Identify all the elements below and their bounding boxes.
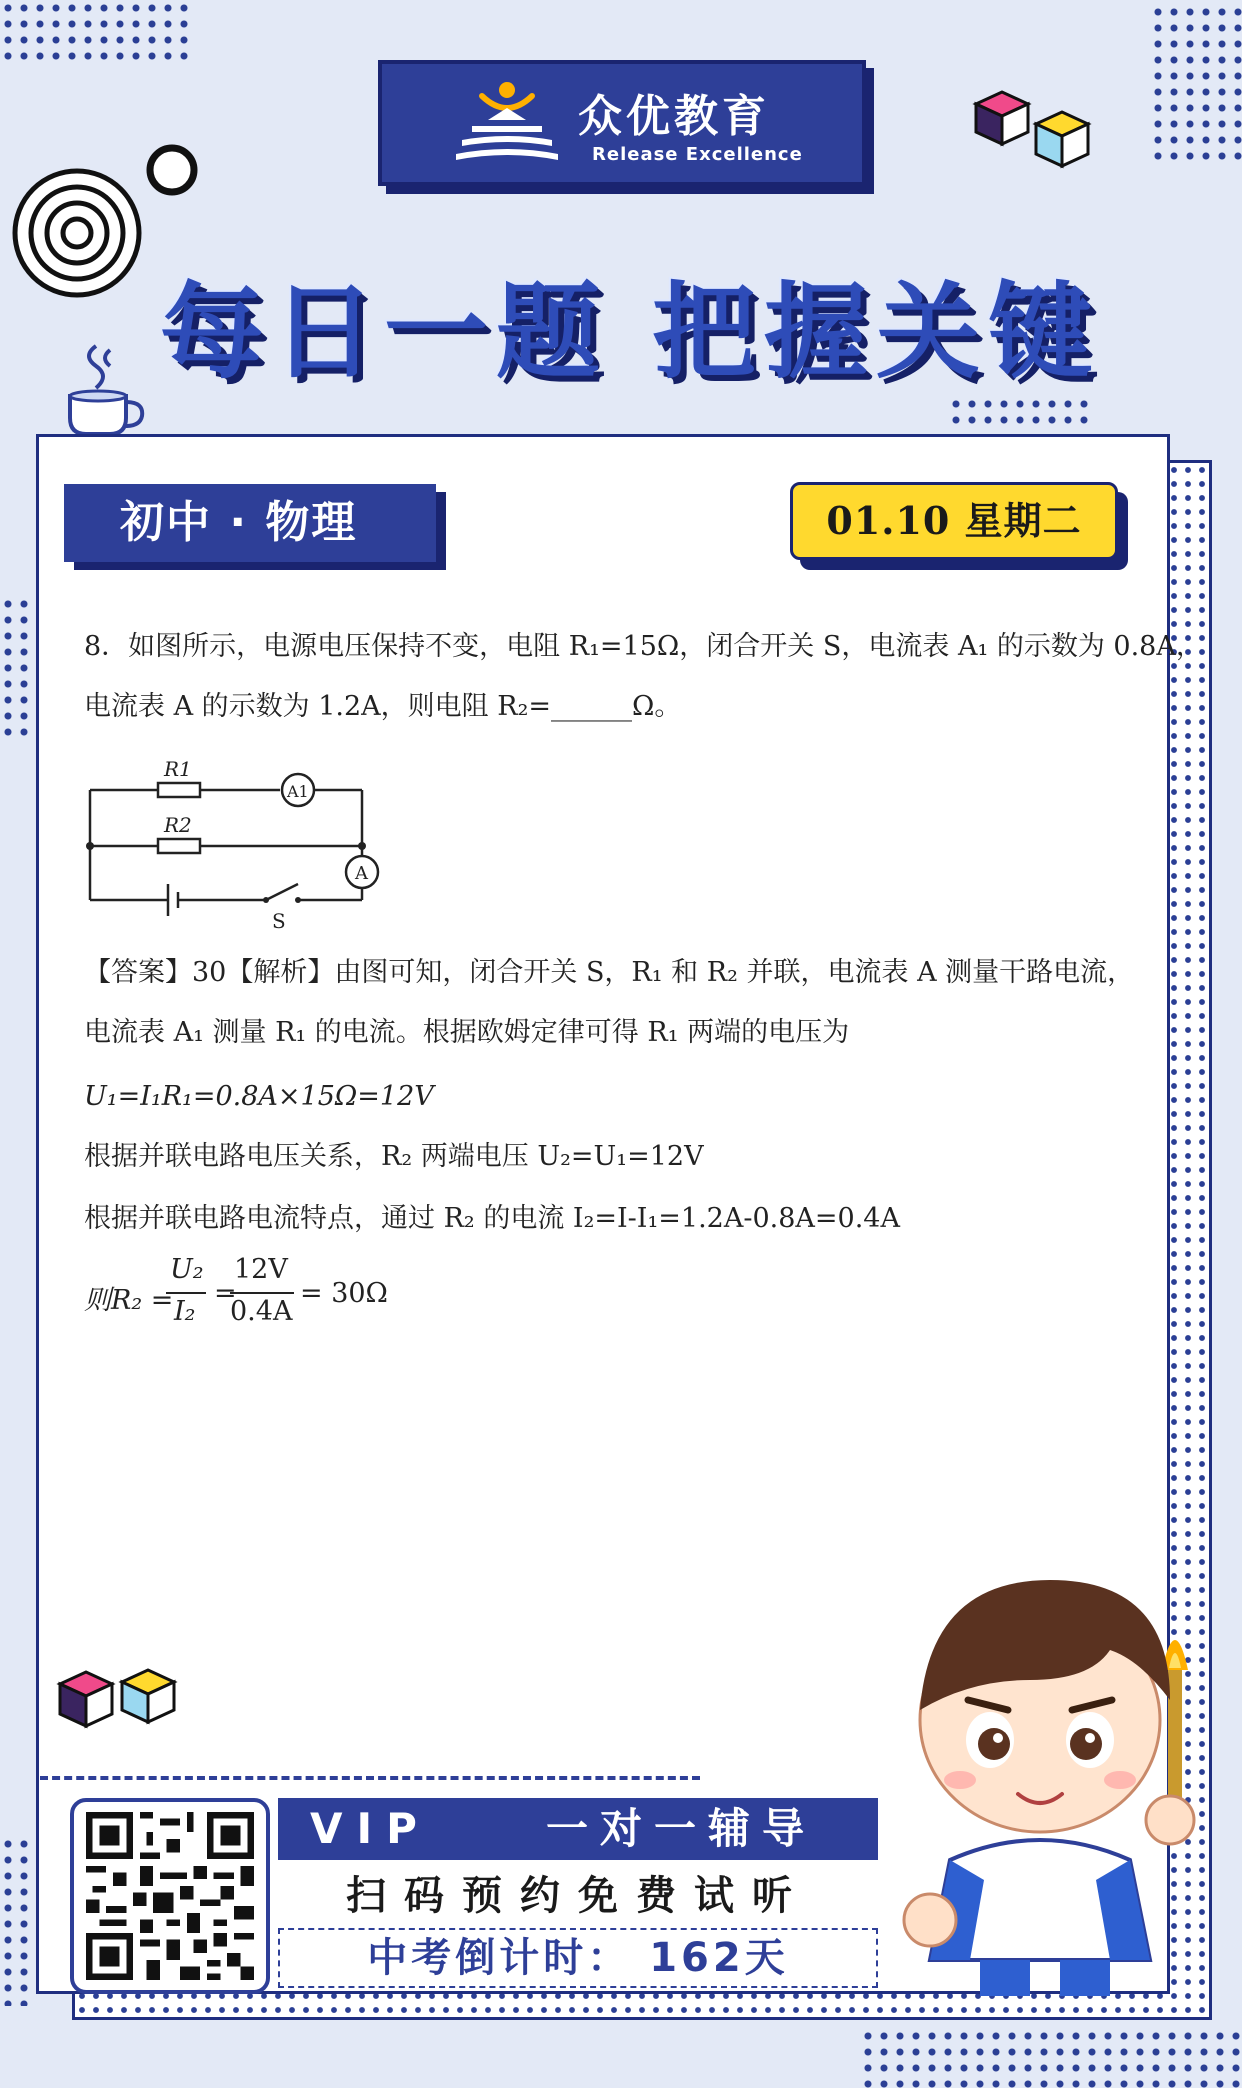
dot-pattern bbox=[860, 2028, 1242, 2088]
vip-banner bbox=[278, 1798, 878, 1860]
dot-pattern bbox=[948, 396, 1088, 430]
circuit-label-a1: A1 bbox=[287, 782, 309, 801]
circuit-label-r1: R1 bbox=[164, 757, 192, 781]
answer-line-4: 根据并联电路电压关系，R₂ 两端电压 U₂=U₁=12V bbox=[84, 1141, 704, 1172]
date-tag: 01.10 星期二 bbox=[790, 482, 1118, 560]
brand-name: 众优教育 bbox=[578, 91, 770, 142]
formula-eq: = bbox=[214, 1278, 237, 1309]
concentric-circles-icon bbox=[10, 166, 144, 300]
dot-pattern bbox=[0, 0, 196, 64]
circuit-label-r2: R2 bbox=[164, 813, 192, 837]
fraction-bar bbox=[230, 1292, 294, 1294]
circuit-diagram bbox=[80, 748, 400, 934]
formula-num-2: 12V bbox=[234, 1254, 288, 1285]
logo-emblem-icon bbox=[452, 76, 562, 172]
ring-icon bbox=[142, 140, 202, 200]
formula-result: = 30Ω bbox=[300, 1278, 388, 1309]
subject-tag: 初中 · 物理 bbox=[64, 484, 436, 562]
cubes-icon bbox=[56, 1664, 182, 1742]
one-on-one-label: 一对一辅导 bbox=[546, 1804, 817, 1853]
dot-pattern bbox=[0, 1836, 34, 2006]
circuit-label-s: S bbox=[272, 909, 286, 933]
formula-den-1: I₂ bbox=[174, 1296, 196, 1327]
dot-pattern bbox=[0, 596, 34, 736]
question-line-2: 电流表 A 的示数为 1.2A，则电阻 R₂=______Ω。 bbox=[84, 691, 682, 722]
qr-code-icon bbox=[84, 1812, 256, 1980]
qr-code[interactable] bbox=[70, 1798, 270, 1994]
brand-tagline: Release Excellence bbox=[592, 144, 803, 165]
fraction-bar bbox=[166, 1292, 206, 1294]
exam-countdown: 中考倒计时： 162天 bbox=[278, 1928, 878, 1988]
formula-prefix: 则R₂ = bbox=[84, 1285, 174, 1316]
answer-line-2: 电流表 A₁ 测量 R₁ 的电流。根据欧姆定律可得 R₁ 两端的电压为 bbox=[84, 1017, 850, 1048]
vip-label: VIP bbox=[310, 1804, 431, 1853]
answer-line-3: U₁=I₁R₁=0.8A×15Ω=12V bbox=[84, 1081, 434, 1112]
answer-line-1: 【答案】30【解析】由图可知，闭合开关 S，R₁ 和 R₂ 并联，电流表 A 测量干路电流， bbox=[84, 957, 1135, 988]
formula-num-1: U₂ bbox=[170, 1254, 204, 1285]
coffee-cup-icon bbox=[60, 340, 150, 440]
question-line-1: 8．如图所示，电源电压保持不变，电阻 R₁=15Ω，闭合开关 S，电流表 A₁ 的示数为 0.8A， bbox=[84, 631, 1203, 662]
page-title: 每日一题 把握关键 bbox=[159, 271, 1101, 393]
formula-den-2: 0.4A bbox=[230, 1296, 293, 1327]
free-trial-text: 扫码预约免费试听 bbox=[346, 1873, 810, 1919]
brand-logo bbox=[378, 60, 866, 186]
answer-line-5: 根据并联电路电流特点，通过 R₂ 的电流 I₂=I-I₁=1.2A-0.8A=0.4A bbox=[84, 1203, 900, 1234]
dot-pattern bbox=[1150, 4, 1242, 164]
cubes-icon bbox=[972, 86, 1096, 178]
mascot-boy-illustration bbox=[870, 1560, 1230, 2000]
circuit-label-a: A bbox=[355, 863, 368, 884]
divider bbox=[40, 1776, 700, 1780]
